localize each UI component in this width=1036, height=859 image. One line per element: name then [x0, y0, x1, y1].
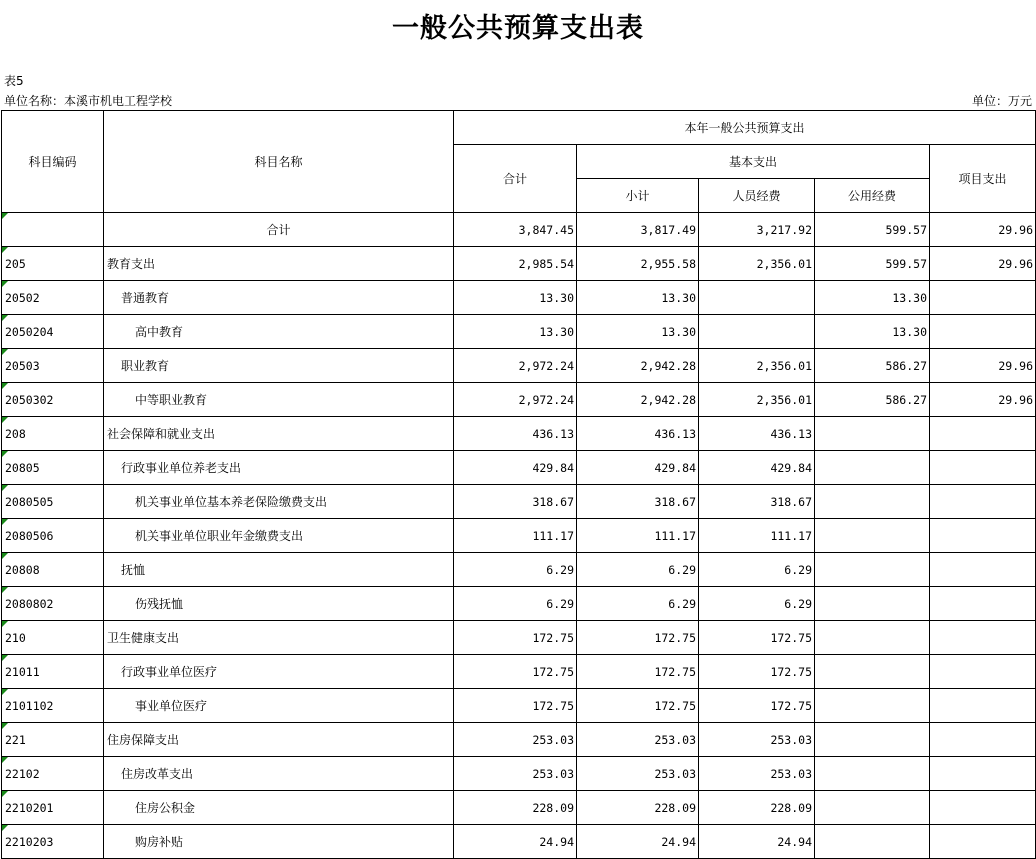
subject-code-cell[interactable]: 2080505: [2, 485, 104, 519]
subject-name-cell[interactable]: 教育支出: [104, 247, 454, 281]
subject-name-cell[interactable]: 机关事业单位基本养老保险缴费支出: [104, 485, 454, 519]
public-cell[interactable]: [815, 519, 930, 553]
table-row: [2, 519, 1036, 553]
subtotal-cell[interactable]: 13.30: [577, 315, 699, 349]
table-row: [2, 485, 1036, 519]
header-personnel-expenses: 人员经费: [699, 179, 815, 213]
subtotal-cell[interactable]: 111.17: [577, 519, 699, 553]
subject-code-cell[interactable]: 20805: [2, 451, 104, 485]
subject-name-cell[interactable]: 机关事业单位职业年金缴费支出: [104, 519, 454, 553]
header-subject-name: 科目名称: [104, 111, 454, 213]
total-cell[interactable]: 111.17: [454, 519, 577, 553]
header-project-expenditure: 项目支出: [930, 145, 1036, 213]
subject-name-cell[interactable]: 高中教育: [104, 315, 454, 349]
total-cell[interactable]: 436.13: [454, 417, 577, 451]
subtotal-cell[interactable]: 24.94: [577, 825, 699, 859]
public-cell[interactable]: [815, 621, 930, 655]
subject-code-cell[interactable]: 2050302: [2, 383, 104, 417]
table-row: [2, 723, 1036, 757]
subject-name-cell[interactable]: 合计: [104, 213, 454, 247]
personnel-cell[interactable]: 253.03: [699, 723, 815, 757]
project-cell[interactable]: [930, 417, 1036, 451]
public-cell[interactable]: 13.30: [815, 315, 930, 349]
subtotal-cell[interactable]: 253.03: [577, 757, 699, 791]
project-cell[interactable]: [930, 621, 1036, 655]
total-cell[interactable]: 172.75: [454, 621, 577, 655]
subject-name-cell[interactable]: 事业单位医疗: [104, 689, 454, 723]
table-row: [2, 247, 1036, 281]
table-row: [2, 281, 1036, 315]
project-cell[interactable]: [930, 689, 1036, 723]
total-cell[interactable]: 172.75: [454, 689, 577, 723]
total-cell[interactable]: 253.03: [454, 757, 577, 791]
header-basic-expenditure: 基本支出: [577, 145, 930, 179]
header-public-expenses: 公用经费: [815, 179, 930, 213]
table-row: [2, 587, 1036, 621]
personnel-cell[interactable]: [699, 315, 815, 349]
project-cell[interactable]: [930, 587, 1036, 621]
table-row: [2, 553, 1036, 587]
subtotal-cell[interactable]: 172.75: [577, 621, 699, 655]
project-cell[interactable]: [930, 825, 1036, 859]
subject-name-cell[interactable]: 住房保障支出: [104, 723, 454, 757]
header-subject-code: 科目编码: [2, 111, 104, 213]
subtotal-cell[interactable]: 6.29: [577, 553, 699, 587]
subtotal-cell[interactable]: 172.75: [577, 689, 699, 723]
total-cell[interactable]: 2,972.24: [454, 383, 577, 417]
personnel-cell[interactable]: 6.29: [699, 587, 815, 621]
table-row: [2, 825, 1036, 859]
subject-code-cell[interactable]: 221: [2, 723, 104, 757]
subject-name-cell[interactable]: 行政事业单位医疗: [104, 655, 454, 689]
personnel-cell[interactable]: 228.09: [699, 791, 815, 825]
subtotal-cell[interactable]: 2,942.28: [577, 349, 699, 383]
total-cell[interactable]: 429.84: [454, 451, 577, 485]
total-cell[interactable]: 228.09: [454, 791, 577, 825]
subject-name-cell[interactable]: 普通教育: [104, 281, 454, 315]
subtotal-cell[interactable]: 13.30: [577, 281, 699, 315]
public-cell[interactable]: [815, 825, 930, 859]
personnel-cell[interactable]: 3,217.92: [699, 213, 815, 247]
personnel-cell[interactable]: 24.94: [699, 825, 815, 859]
subject-name-cell[interactable]: 卫生健康支出: [104, 621, 454, 655]
page-title: 一般公共预算支出表: [392, 13, 644, 44]
subtotal-cell[interactable]: 228.09: [577, 791, 699, 825]
table-row: [2, 315, 1036, 349]
currency-unit: 单位：万元: [971, 94, 1032, 108]
personnel-cell[interactable]: 111.17: [699, 519, 815, 553]
personnel-cell[interactable]: 2,356.01: [699, 247, 815, 281]
subject-code-cell[interactable]: 20808: [2, 553, 104, 587]
subject-name-cell[interactable]: 伤残抚恤: [104, 587, 454, 621]
header-total: 合计: [454, 145, 577, 213]
total-cell[interactable]: 6.29: [454, 553, 577, 587]
subtotal-cell[interactable]: 253.03: [577, 723, 699, 757]
subject-code-cell[interactable]: 2101102: [2, 689, 104, 723]
personnel-cell[interactable]: 253.03: [699, 757, 815, 791]
table-row: [2, 383, 1036, 417]
project-cell[interactable]: [930, 281, 1036, 315]
public-cell[interactable]: [815, 723, 930, 757]
project-cell[interactable]: 29.96: [930, 349, 1036, 383]
total-cell[interactable]: 24.94: [454, 825, 577, 859]
table-row: [2, 621, 1036, 655]
total-cell[interactable]: 2,985.54: [454, 247, 577, 281]
project-cell[interactable]: [930, 485, 1036, 519]
project-cell[interactable]: [930, 315, 1036, 349]
subject-name-cell[interactable]: 抚恤: [104, 553, 454, 587]
total-cell[interactable]: 172.75: [454, 655, 577, 689]
project-cell[interactable]: [930, 723, 1036, 757]
budget-expenditure-table: [1, 110, 1036, 859]
table-row: [2, 451, 1036, 485]
subject-name-cell[interactable]: 住房改革支出: [104, 757, 454, 791]
total-cell[interactable]: 2,972.24: [454, 349, 577, 383]
personnel-cell[interactable]: 429.84: [699, 451, 815, 485]
public-cell[interactable]: [815, 655, 930, 689]
subject-code-cell[interactable]: 2080506: [2, 519, 104, 553]
subject-code-cell[interactable]: 205: [2, 247, 104, 281]
subject-name-cell[interactable]: 职业教育: [104, 349, 454, 383]
subject-code-cell[interactable]: [2, 213, 104, 247]
project-cell[interactable]: 29.96: [930, 213, 1036, 247]
subject-code-cell[interactable]: 2080802: [2, 587, 104, 621]
total-cell[interactable]: 6.29: [454, 587, 577, 621]
subject-code-cell[interactable]: 20502: [2, 281, 104, 315]
public-cell[interactable]: [815, 485, 930, 519]
subtotal-cell[interactable]: 436.13: [577, 417, 699, 451]
project-cell[interactable]: [930, 451, 1036, 485]
personnel-cell[interactable]: 436.13: [699, 417, 815, 451]
table-number: 表5: [4, 74, 24, 88]
public-cell[interactable]: [815, 791, 930, 825]
subject-code-cell[interactable]: 2210201: [2, 791, 104, 825]
project-cell[interactable]: [930, 791, 1036, 825]
table-row: [2, 689, 1036, 723]
project-cell[interactable]: 29.96: [930, 247, 1036, 281]
total-cell[interactable]: 318.67: [454, 485, 577, 519]
subtotal-cell[interactable]: 429.84: [577, 451, 699, 485]
subject-code-cell[interactable]: 208: [2, 417, 104, 451]
subject-code-cell[interactable]: 2050204: [2, 315, 104, 349]
subtotal-cell[interactable]: 2,955.58: [577, 247, 699, 281]
subject-name-cell[interactable]: 社会保障和就业支出: [104, 417, 454, 451]
subject-code-cell[interactable]: 21011: [2, 655, 104, 689]
subject-name-cell[interactable]: 行政事业单位养老支出: [104, 451, 454, 485]
subject-name-cell[interactable]: 中等职业教育: [104, 383, 454, 417]
total-cell[interactable]: 13.30: [454, 281, 577, 315]
header-subtotal: 小计: [577, 179, 699, 213]
table-row: [2, 655, 1036, 689]
public-cell[interactable]: [815, 757, 930, 791]
project-cell[interactable]: [930, 519, 1036, 553]
table-body: [2, 213, 1036, 859]
subject-name-cell[interactable]: 购房补贴: [104, 825, 454, 859]
table-row: [2, 349, 1036, 383]
total-cell[interactable]: 3,847.45: [454, 213, 577, 247]
total-cell[interactable]: 253.03: [454, 723, 577, 757]
subtotal-cell[interactable]: 318.67: [577, 485, 699, 519]
table-row: [2, 417, 1036, 451]
personnel-cell[interactable]: 172.75: [699, 655, 815, 689]
subtotal-cell[interactable]: 2,942.28: [577, 383, 699, 417]
project-cell[interactable]: [930, 553, 1036, 587]
public-cell[interactable]: [815, 553, 930, 587]
personnel-cell[interactable]: 318.67: [699, 485, 815, 519]
project-cell[interactable]: 29.96: [930, 383, 1036, 417]
public-cell[interactable]: [815, 451, 930, 485]
personnel-cell[interactable]: 6.29: [699, 553, 815, 587]
personnel-cell[interactable]: 172.75: [699, 621, 815, 655]
unit-name: 单位名称：本溪市机电工程学校: [4, 94, 173, 108]
subtotal-cell[interactable]: 3,817.49: [577, 213, 699, 247]
subtotal-cell[interactable]: 6.29: [577, 587, 699, 621]
header-current-year-expenditure: 本年一般公共预算支出: [454, 111, 1036, 145]
personnel-cell[interactable]: 2,356.01: [699, 349, 815, 383]
subject-code-cell[interactable]: 20503: [2, 349, 104, 383]
public-cell[interactable]: [815, 587, 930, 621]
public-cell[interactable]: 599.57: [815, 213, 930, 247]
subject-code-cell[interactable]: 22102: [2, 757, 104, 791]
public-cell[interactable]: [815, 417, 930, 451]
subtotal-cell[interactable]: 172.75: [577, 655, 699, 689]
public-cell[interactable]: [815, 689, 930, 723]
personnel-cell[interactable]: 172.75: [699, 689, 815, 723]
public-cell[interactable]: 586.27: [815, 349, 930, 383]
subject-name-cell[interactable]: 住房公积金: [104, 791, 454, 825]
subject-code-cell[interactable]: 210: [2, 621, 104, 655]
personnel-cell[interactable]: [699, 281, 815, 315]
project-cell[interactable]: [930, 655, 1036, 689]
table-row: [2, 791, 1036, 825]
total-cell[interactable]: 13.30: [454, 315, 577, 349]
personnel-cell[interactable]: 2,356.01: [699, 383, 815, 417]
project-cell[interactable]: [930, 757, 1036, 791]
table-row: [2, 757, 1036, 791]
public-cell[interactable]: 586.27: [815, 383, 930, 417]
public-cell[interactable]: 13.30: [815, 281, 930, 315]
subject-code-cell[interactable]: 2210203: [2, 825, 104, 859]
public-cell[interactable]: 599.57: [815, 247, 930, 281]
total-row: [2, 213, 1036, 247]
